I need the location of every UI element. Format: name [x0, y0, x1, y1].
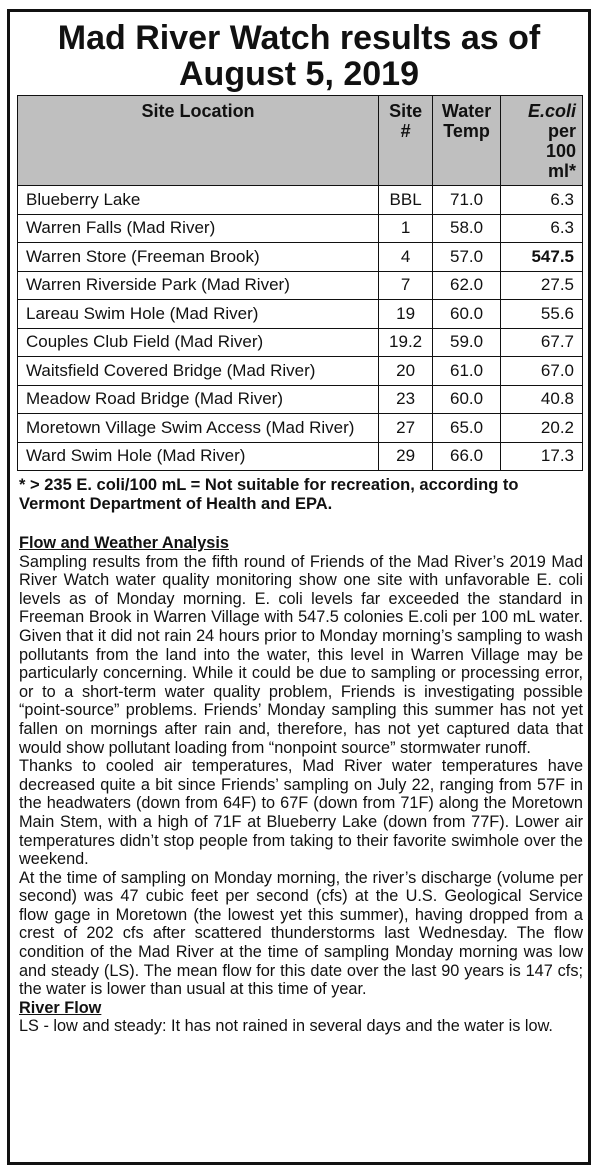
site-number-cell: 4: [379, 243, 433, 272]
header-water-temp-line-2: Temp: [443, 121, 490, 141]
header-ecoli-line-2: per: [547, 121, 576, 141]
header-ecoli-line-3: 100: [545, 141, 576, 161]
site-name-cell: Meadow Road Bridge (Mad River): [18, 385, 379, 414]
site-name-cell: Waitsfield Covered Bridge (Mad River): [18, 357, 379, 386]
site-name-cell: Warren Riverside Park (Mad River): [18, 271, 379, 300]
water-temp-cell: 58.0: [433, 214, 501, 243]
ecoli-cell: 67.7: [501, 328, 583, 357]
table-row: [18, 271, 583, 300]
ecoli-cell: 6.3: [501, 214, 583, 243]
table-row: [18, 328, 583, 357]
ecoli-cell: 17.3: [501, 442, 583, 471]
title-line-2: August 5, 2019: [179, 55, 419, 93]
site-number-cell: 20: [379, 357, 433, 386]
site-number-cell: 1: [379, 214, 433, 243]
table-row: [18, 385, 583, 414]
site-name-cell: Blueberry Lake: [18, 186, 379, 215]
table-row: [18, 214, 583, 243]
ecoli-cell: 67.0: [501, 357, 583, 386]
header-site-location: Site Location: [18, 96, 379, 186]
header-ecoli-line-1: E.coli: [527, 101, 576, 121]
site-number-cell: 7: [379, 271, 433, 300]
table-row: [18, 243, 583, 272]
page-title: [10, 12, 588, 94]
analysis-paragraph-3: At the time of sampling on Monday morning, the river’s discharge (volume per second) was 47 cubic feet per second (cfs) at the U.S. Geological Service flow gage in Moretown (the lowest yet this summer), having dropped from a crest of 202 cfs after scattered thunderstorms last Wednesday. The flow condition of the Mad River at the time of sampling Monday morning was low and steady (LS). The mean flow for this date over the last 90 years is 147 cfs; the water is lower than usual at this time of year.: [19, 868, 583, 999]
title-line-1: Mad River Watch results as of: [57, 19, 541, 57]
site-number-cell: BBL: [379, 186, 433, 215]
site-number-cell: 27: [379, 414, 433, 443]
river-flow-heading: River Flow: [19, 998, 102, 1017]
water-temp-cell: 60.0: [433, 385, 501, 414]
ecoli-cell: 55.6: [501, 300, 583, 329]
ecoli-cell: 27.5: [501, 271, 583, 300]
header-ecoli: [501, 96, 583, 186]
site-number-cell: 19: [379, 300, 433, 329]
site-name-cell: Ward Swim Hole (Mad River): [18, 442, 379, 471]
water-temp-cell: 65.0: [433, 414, 501, 443]
table-row: [18, 414, 583, 443]
table-row: [18, 300, 583, 329]
ecoli-standard-footnote: * > 235 E. coli/100 mL = Not suitable for recreation, according to Vermont Department of Health and EPA.: [19, 476, 519, 513]
ecoli-cell: 20.2: [501, 414, 583, 443]
site-name-cell: Lareau Swim Hole (Mad River): [18, 300, 379, 329]
header-site-number: [379, 96, 433, 186]
analysis-heading: Flow and Weather Analysis: [19, 534, 229, 552]
results-panel: [7, 9, 591, 1165]
table-header-row: [18, 96, 583, 186]
water-temp-cell: 57.0: [433, 243, 501, 272]
analysis-paragraph-2: Thanks to cooled air temperatures, Mad River water temperatures have decreased quite a bit since Friends’ sampling on July 22, ranging from 57F in the headwaters (down from 64F) to 67F (down from 71F) along the Moretown Main Stem, with a high of 71F at Blueberry Lake (down from 77F). Lower air temperatures didn’t stop people from taking to their favorite swimhole over the weekend.: [19, 757, 583, 869]
site-number-cell: 23: [379, 385, 433, 414]
ecoli-cell: 6.3: [501, 186, 583, 215]
river-flow-text: LS - low and steady: It has not rained in several days and the water is low.: [19, 1017, 553, 1036]
header-site-number-line-2: #: [400, 121, 411, 141]
water-temp-cell: 60.0: [433, 300, 501, 329]
ecoli-cell: 40.8: [501, 385, 583, 414]
water-temp-cell: 61.0: [433, 357, 501, 386]
table-row: [18, 442, 583, 471]
table-row: [18, 186, 583, 215]
table-row: [18, 357, 583, 386]
water-temp-cell: 62.0: [433, 271, 501, 300]
site-number-cell: 19.2: [379, 328, 433, 357]
header-site-number-line-1: Site: [389, 101, 423, 121]
header-water-temp: [433, 96, 501, 186]
ecoli-cell-exceedance: 547.5: [501, 243, 583, 272]
results-table: [17, 95, 583, 471]
site-name-cell: Moretown Village Swim Access (Mad River): [18, 414, 379, 443]
water-temp-cell: 66.0: [433, 442, 501, 471]
header-water-temp-line-1: Water: [441, 101, 492, 121]
header-ecoli-line-4: ml*: [547, 161, 576, 181]
site-name-cell: Warren Falls (Mad River): [18, 214, 379, 243]
water-temp-cell: 71.0: [433, 186, 501, 215]
analysis-section: [19, 534, 583, 1036]
site-number-cell: 29: [379, 442, 433, 471]
analysis-paragraph-1: Sampling results from the fifth round of Friends of the Mad River’s 2019 Mad River Watch water quality monitoring show one site with unfavorable E. coli levels as of Monday morning. E. coli levels far exceeded the standard in Freeman Brook in Warren Village with 547.5 colonies E.coli per 100 mL water. Given that it did not rain 24 hours prior to Monday morning’s sampling to wash pollutants from the land into the water, this level in Warren Village may be particularly concerning. While it could be due to sampling or processing error, or to a short-term water quality problem, Friends is investigating possible “point-source” problems. Friends’ Monday sampling this summer has not yet fallen on mornings after rain and, therefore, has not yet captured data that would show pollutant loading from “nonpoint source” stormwater runoff.: [19, 552, 583, 757]
site-name-cell: Couples Club Field (Mad River): [18, 328, 379, 357]
site-name-cell: Warren Store (Freeman Brook): [18, 243, 379, 272]
water-temp-cell: 59.0: [433, 328, 501, 357]
